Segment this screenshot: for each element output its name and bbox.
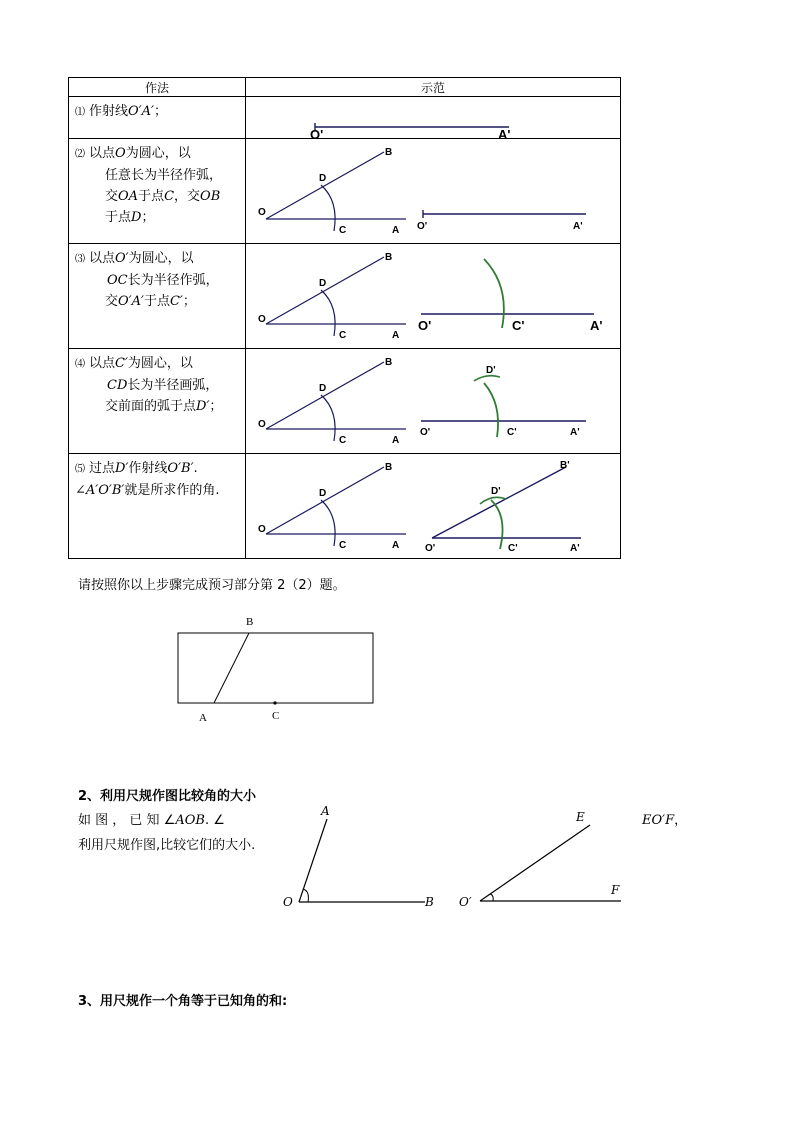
svg-text:C': C' — [507, 427, 517, 438]
svg-text:O': O' — [420, 427, 431, 438]
section2-line1: 如 图 ， 已 知 ∠AOB. ∠ — [78, 813, 225, 828]
fig2-label-E: E — [576, 810, 585, 824]
svg-text:B: B — [385, 462, 393, 473]
svg-text:O: O — [258, 314, 266, 325]
svg-text:D: D — [319, 488, 327, 499]
svg-text:C: C — [339, 435, 347, 446]
label-O: O — [258, 207, 266, 218]
fig2-label-F: F — [611, 883, 620, 897]
svg-text:D: D — [319, 383, 327, 394]
step3-figure — [246, 244, 620, 348]
step5-text: ⑸ 过点D′作射线O′B′. ∠A′O′B′就是所求作的角. — [69, 454, 246, 559]
header-demo: 示范 — [246, 78, 621, 97]
step4-figure — [246, 349, 620, 453]
svg-text:A: A — [392, 435, 400, 446]
table-header-row — [69, 78, 621, 97]
step2-text: ⑵ 以点O为圆心，以 任意长为半径作弧， 交OA于点C，交OB 于点D； — [69, 139, 246, 244]
svg-text:A: A — [392, 330, 400, 341]
label-Bp: B' — [560, 460, 570, 471]
fig1-label-C: C — [272, 710, 280, 722]
label-B: B — [385, 147, 393, 158]
fig1-label-B: B — [246, 616, 254, 628]
svg-text:O: O — [258, 419, 266, 430]
label-Ap: A' — [573, 221, 583, 232]
svg-text:A': A' — [570, 427, 580, 438]
section2-title: 2、利用尺规作图比较角的大小 — [78, 789, 257, 804]
svg-text:C': C' — [512, 318, 525, 333]
table-row — [69, 244, 621, 349]
svg-text:B: B — [385, 252, 393, 263]
fig2-label-A: A — [321, 804, 330, 818]
svg-text:A': A' — [570, 543, 580, 554]
label-Dp: D' — [486, 365, 496, 376]
steps-table — [68, 77, 621, 559]
step4-demo — [246, 349, 621, 454]
table-row — [69, 139, 621, 244]
section2-line2: 利用尺规作图,比较它们的大小. — [78, 838, 256, 853]
step4-text: ⑷ 以点C′为圆心，以 CD长为半径画弧， 交前面的弧于点D′； — [69, 349, 246, 454]
fig2-label-O: O — [283, 895, 293, 909]
step-number: ⑴ — [75, 107, 85, 118]
label-D: D — [319, 173, 327, 184]
label-Op: O' — [310, 127, 324, 138]
label-C: C — [339, 225, 347, 236]
step1-figure — [246, 97, 620, 138]
step1-text: ⑴ 作射线O′A′； — [69, 97, 246, 139]
fig2-label-B: B — [425, 895, 434, 909]
svg-text:D: D — [319, 278, 327, 289]
svg-text:C: C — [339, 540, 347, 551]
svg-text:O': O' — [425, 543, 436, 554]
instruction-text: 请按照你以上步骤完成预习部分第 2（2）题。 — [78, 578, 346, 593]
svg-text:O: O — [258, 524, 266, 535]
label-Op: O' — [417, 221, 428, 232]
step2-figure — [246, 139, 620, 243]
fig1-label-A: A — [199, 712, 207, 724]
fig2-label-Op: O′ — [459, 895, 472, 909]
step3-demo — [246, 244, 621, 349]
svg-text:C: C — [339, 330, 347, 341]
step1-demo — [246, 97, 621, 139]
svg-text:B: B — [385, 357, 393, 368]
step2-demo — [246, 139, 621, 244]
table-row — [69, 454, 621, 559]
label-A: A — [392, 225, 400, 236]
table-row — [69, 349, 621, 454]
table-row — [69, 97, 621, 139]
svg-text:D': D' — [491, 486, 501, 497]
step3-text: ⑶ 以点O′为圆心，以 OC长为半径作弧， 交O′A′于点C′； — [69, 244, 246, 349]
svg-text:O': O' — [418, 318, 432, 333]
section3-title: 3、用尺规作一个角等于已知角的和: — [78, 994, 288, 1009]
step5-demo — [246, 454, 621, 559]
label-Ap: A' — [498, 127, 511, 138]
figure-angles — [275, 795, 645, 920]
header-method: 作法 — [69, 78, 246, 97]
figure-rectangle — [170, 610, 390, 730]
section2-line1-end: EO′F， — [642, 813, 688, 828]
svg-text:A: A — [392, 540, 400, 551]
svg-text:A': A' — [590, 318, 603, 333]
step5-figure — [246, 454, 620, 558]
svg-text:C': C' — [508, 543, 518, 554]
